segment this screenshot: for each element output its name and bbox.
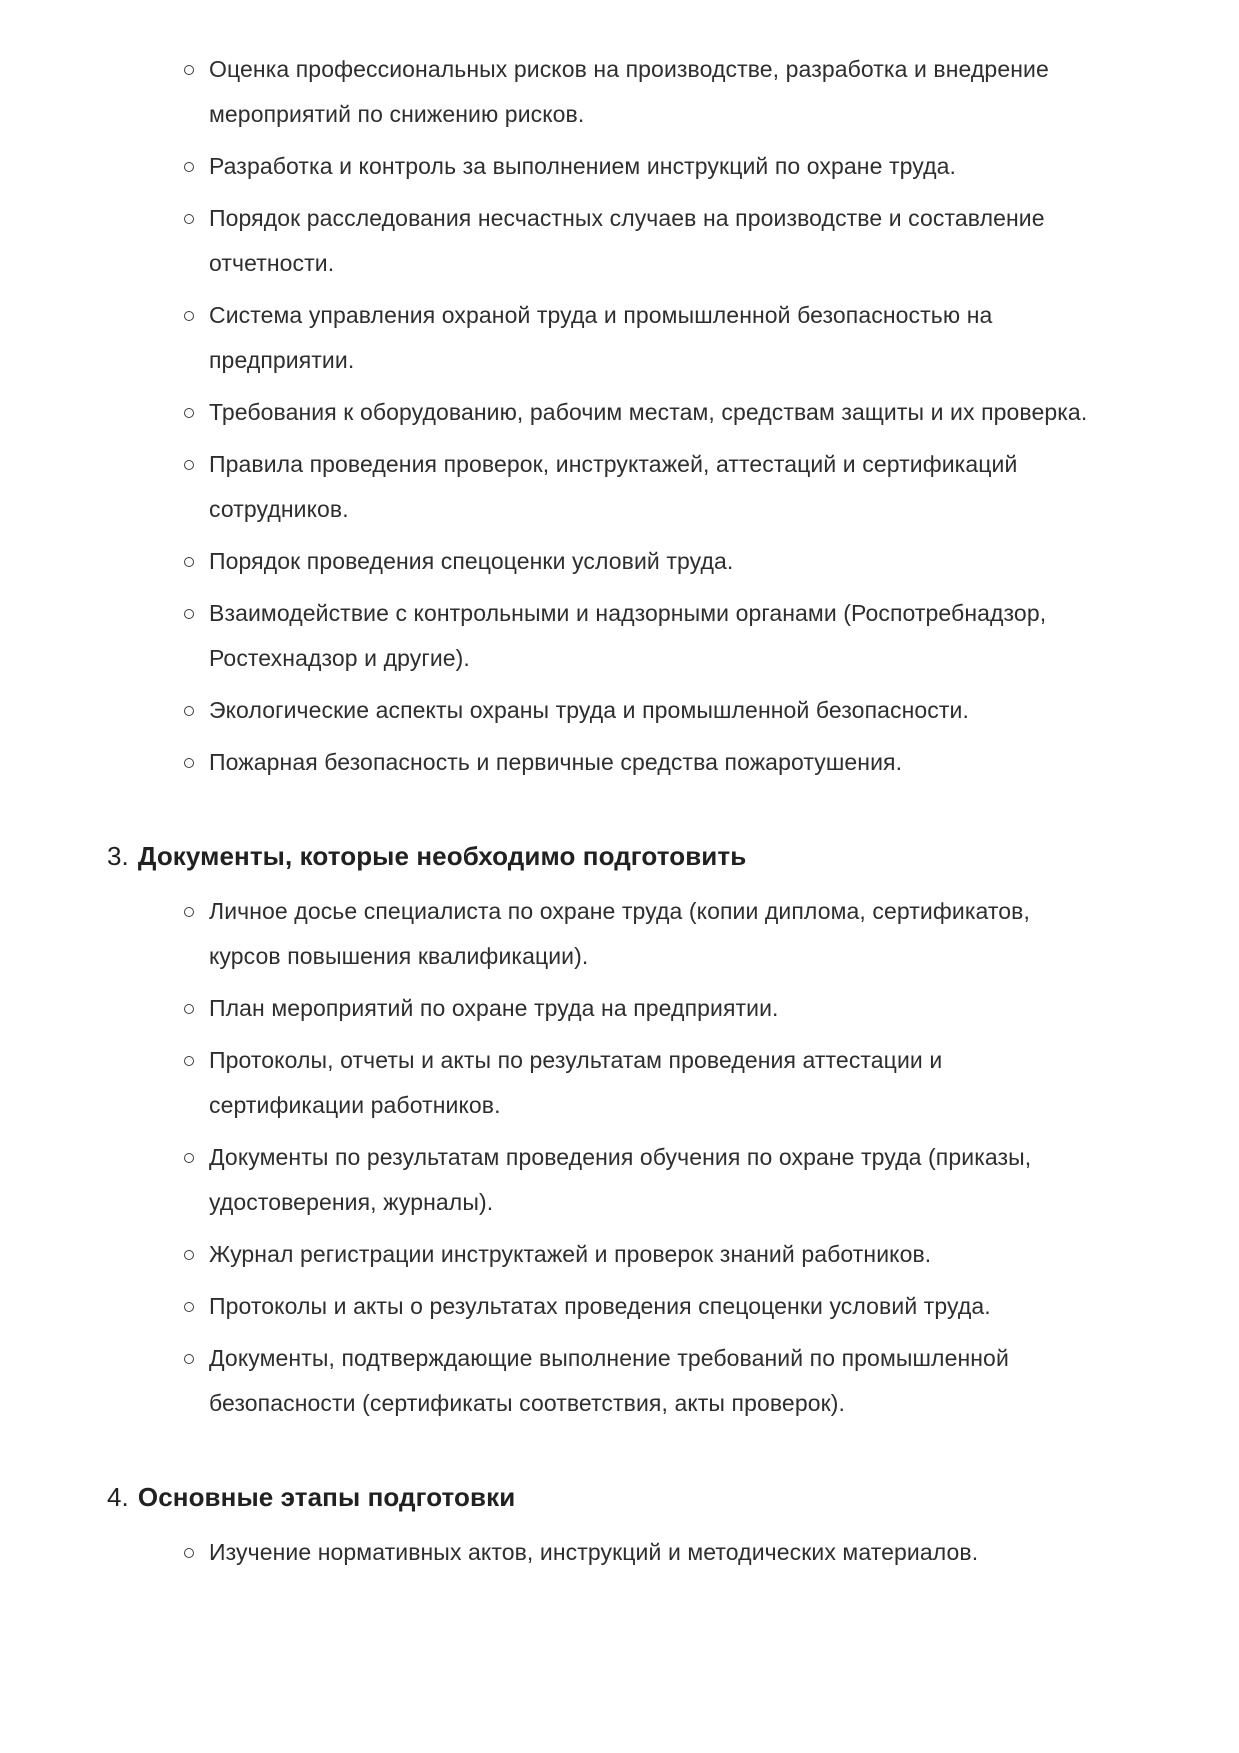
list-item [0, 390, 1239, 435]
list-item [0, 144, 1239, 189]
list-item-line: Оценка профессиональных рисков на производстве, разработка и внедрение [209, 56, 1049, 82]
list-item-line: безопасности (сертификаты соответствия, акты проверок). [209, 1390, 846, 1416]
list-item-text [209, 1530, 978, 1575]
list-item [0, 688, 1239, 733]
list-item-line: Требования к оборудованию, рабочим местам, средствам защиты и их проверка. [209, 399, 1088, 425]
circle-bullet-icon [184, 609, 194, 619]
list-item-text [209, 986, 779, 1031]
list-item-text [209, 293, 992, 383]
bullet-list [0, 1530, 1239, 1575]
list-item-line: предприятии. [209, 347, 355, 373]
list-item [0, 1038, 1239, 1128]
section-title: Основные этапы подготовки [137, 1482, 516, 1512]
list-item-line: Изучение нормативных актов, инструкций и методических материалов. [209, 1539, 979, 1565]
circle-bullet-icon [184, 758, 194, 768]
list-item-text [209, 47, 1049, 137]
list-item [0, 1336, 1239, 1426]
list-item [0, 740, 1239, 785]
list-item [0, 293, 1239, 383]
list-item-line: Протоколы, отчеты и акты по результатам проведения аттестации и [209, 1047, 943, 1073]
list-item-text [209, 1135, 1031, 1225]
list-item-line: Документы, подтверждающие выполнение требований по промышленной [209, 1345, 1009, 1371]
list-item-line: Система управления охраной труда и промышленной безопасностью на [209, 302, 993, 328]
circle-bullet-icon [184, 1056, 194, 1066]
circle-bullet-icon [184, 162, 194, 172]
list-item-text [209, 196, 1045, 286]
list-item [0, 1135, 1239, 1225]
list-item-text [209, 144, 956, 189]
list-item [0, 442, 1239, 532]
list-item-line: Экологические аспекты охраны труда и промышленной безопасности. [209, 697, 969, 723]
list-item-line: Пожарная безопасность и первичные средства пожаротушения. [209, 749, 903, 775]
list-item-text [209, 1038, 942, 1128]
list-item-line: отчетности. [209, 250, 335, 276]
list-item-line: удостоверения, журналы). [209, 1189, 494, 1215]
circle-bullet-icon [184, 65, 194, 75]
list-item-line: мероприятий по снижению рисков. [209, 101, 585, 127]
list-item-line: Порядок расследования несчастных случаев на производстве и составление [209, 205, 1045, 231]
circle-bullet-icon [184, 1250, 194, 1260]
list-item-text [209, 591, 1046, 681]
list-item-line: сертификации работников. [209, 1092, 501, 1118]
list-item-line: Протоколы и акты о результатах проведения спецоценки условий труда. [209, 1293, 991, 1319]
section-heading [0, 831, 1239, 881]
list-item [0, 539, 1239, 584]
list-item-text [209, 740, 902, 785]
list-item [0, 47, 1239, 137]
list-item-text [209, 1232, 931, 1277]
list-item-line: Журнал регистрации инструктажей и проверок знаний работников. [209, 1241, 932, 1267]
list-item-text [209, 889, 1030, 979]
list-item-text [209, 442, 1017, 532]
circle-bullet-icon [184, 557, 194, 567]
circle-bullet-icon [184, 214, 194, 224]
circle-bullet-icon [184, 1548, 194, 1558]
list-item-line: Правила проведения проверок, инструктажей, аттестаций и сертификаций [209, 451, 1018, 477]
list-item-text [209, 1336, 1009, 1426]
list-item-line: сотрудников. [209, 496, 349, 522]
circle-bullet-icon [184, 706, 194, 716]
list-item-line: Разработка и контроль за выполнением инструкций по охране труда. [209, 153, 956, 179]
list-item-text [209, 539, 733, 584]
list-item-text [209, 688, 969, 733]
circle-bullet-icon [184, 1004, 194, 1014]
list-item [0, 591, 1239, 681]
list-item-line: Личное досье специалиста по охране труда (копии диплома, сертификатов, [209, 898, 1030, 924]
section-number: 3. [107, 841, 129, 871]
list-item [0, 1232, 1239, 1277]
circle-bullet-icon [184, 1153, 194, 1163]
list-item-text [209, 390, 1087, 435]
section-title: Документы, которые необходимо подготовить [137, 841, 747, 871]
list-item-text [209, 1284, 991, 1329]
circle-bullet-icon [184, 460, 194, 470]
list-item-line: Документы по результатам проведения обучения по охране труда (приказы, [209, 1144, 1032, 1170]
circle-bullet-icon [184, 1302, 194, 1312]
list-item-line: План мероприятий по охране труда на предприятии. [209, 995, 779, 1021]
list-item-line: курсов повышения квалификации). [209, 943, 589, 969]
list-item [0, 196, 1239, 286]
list-item-line: Взаимодействие с контрольными и надзорными органами (Роспотребнадзор, [209, 600, 1047, 626]
section-number: 4. [107, 1482, 129, 1512]
list-item [0, 1530, 1239, 1575]
list-item [0, 1284, 1239, 1329]
circle-bullet-icon [184, 408, 194, 418]
circle-bullet-icon [184, 1354, 194, 1364]
circle-bullet-icon [184, 311, 194, 321]
list-item [0, 986, 1239, 1031]
list-item-line: Ростехнадзор и другие). [209, 645, 470, 671]
bullet-list [0, 889, 1239, 1426]
circle-bullet-icon [184, 907, 194, 917]
list-item-line: Порядок проведения спецоценки условий труда. [209, 548, 734, 574]
section-heading [0, 1472, 1239, 1522]
list-item [0, 889, 1239, 979]
bullet-list [0, 47, 1239, 785]
